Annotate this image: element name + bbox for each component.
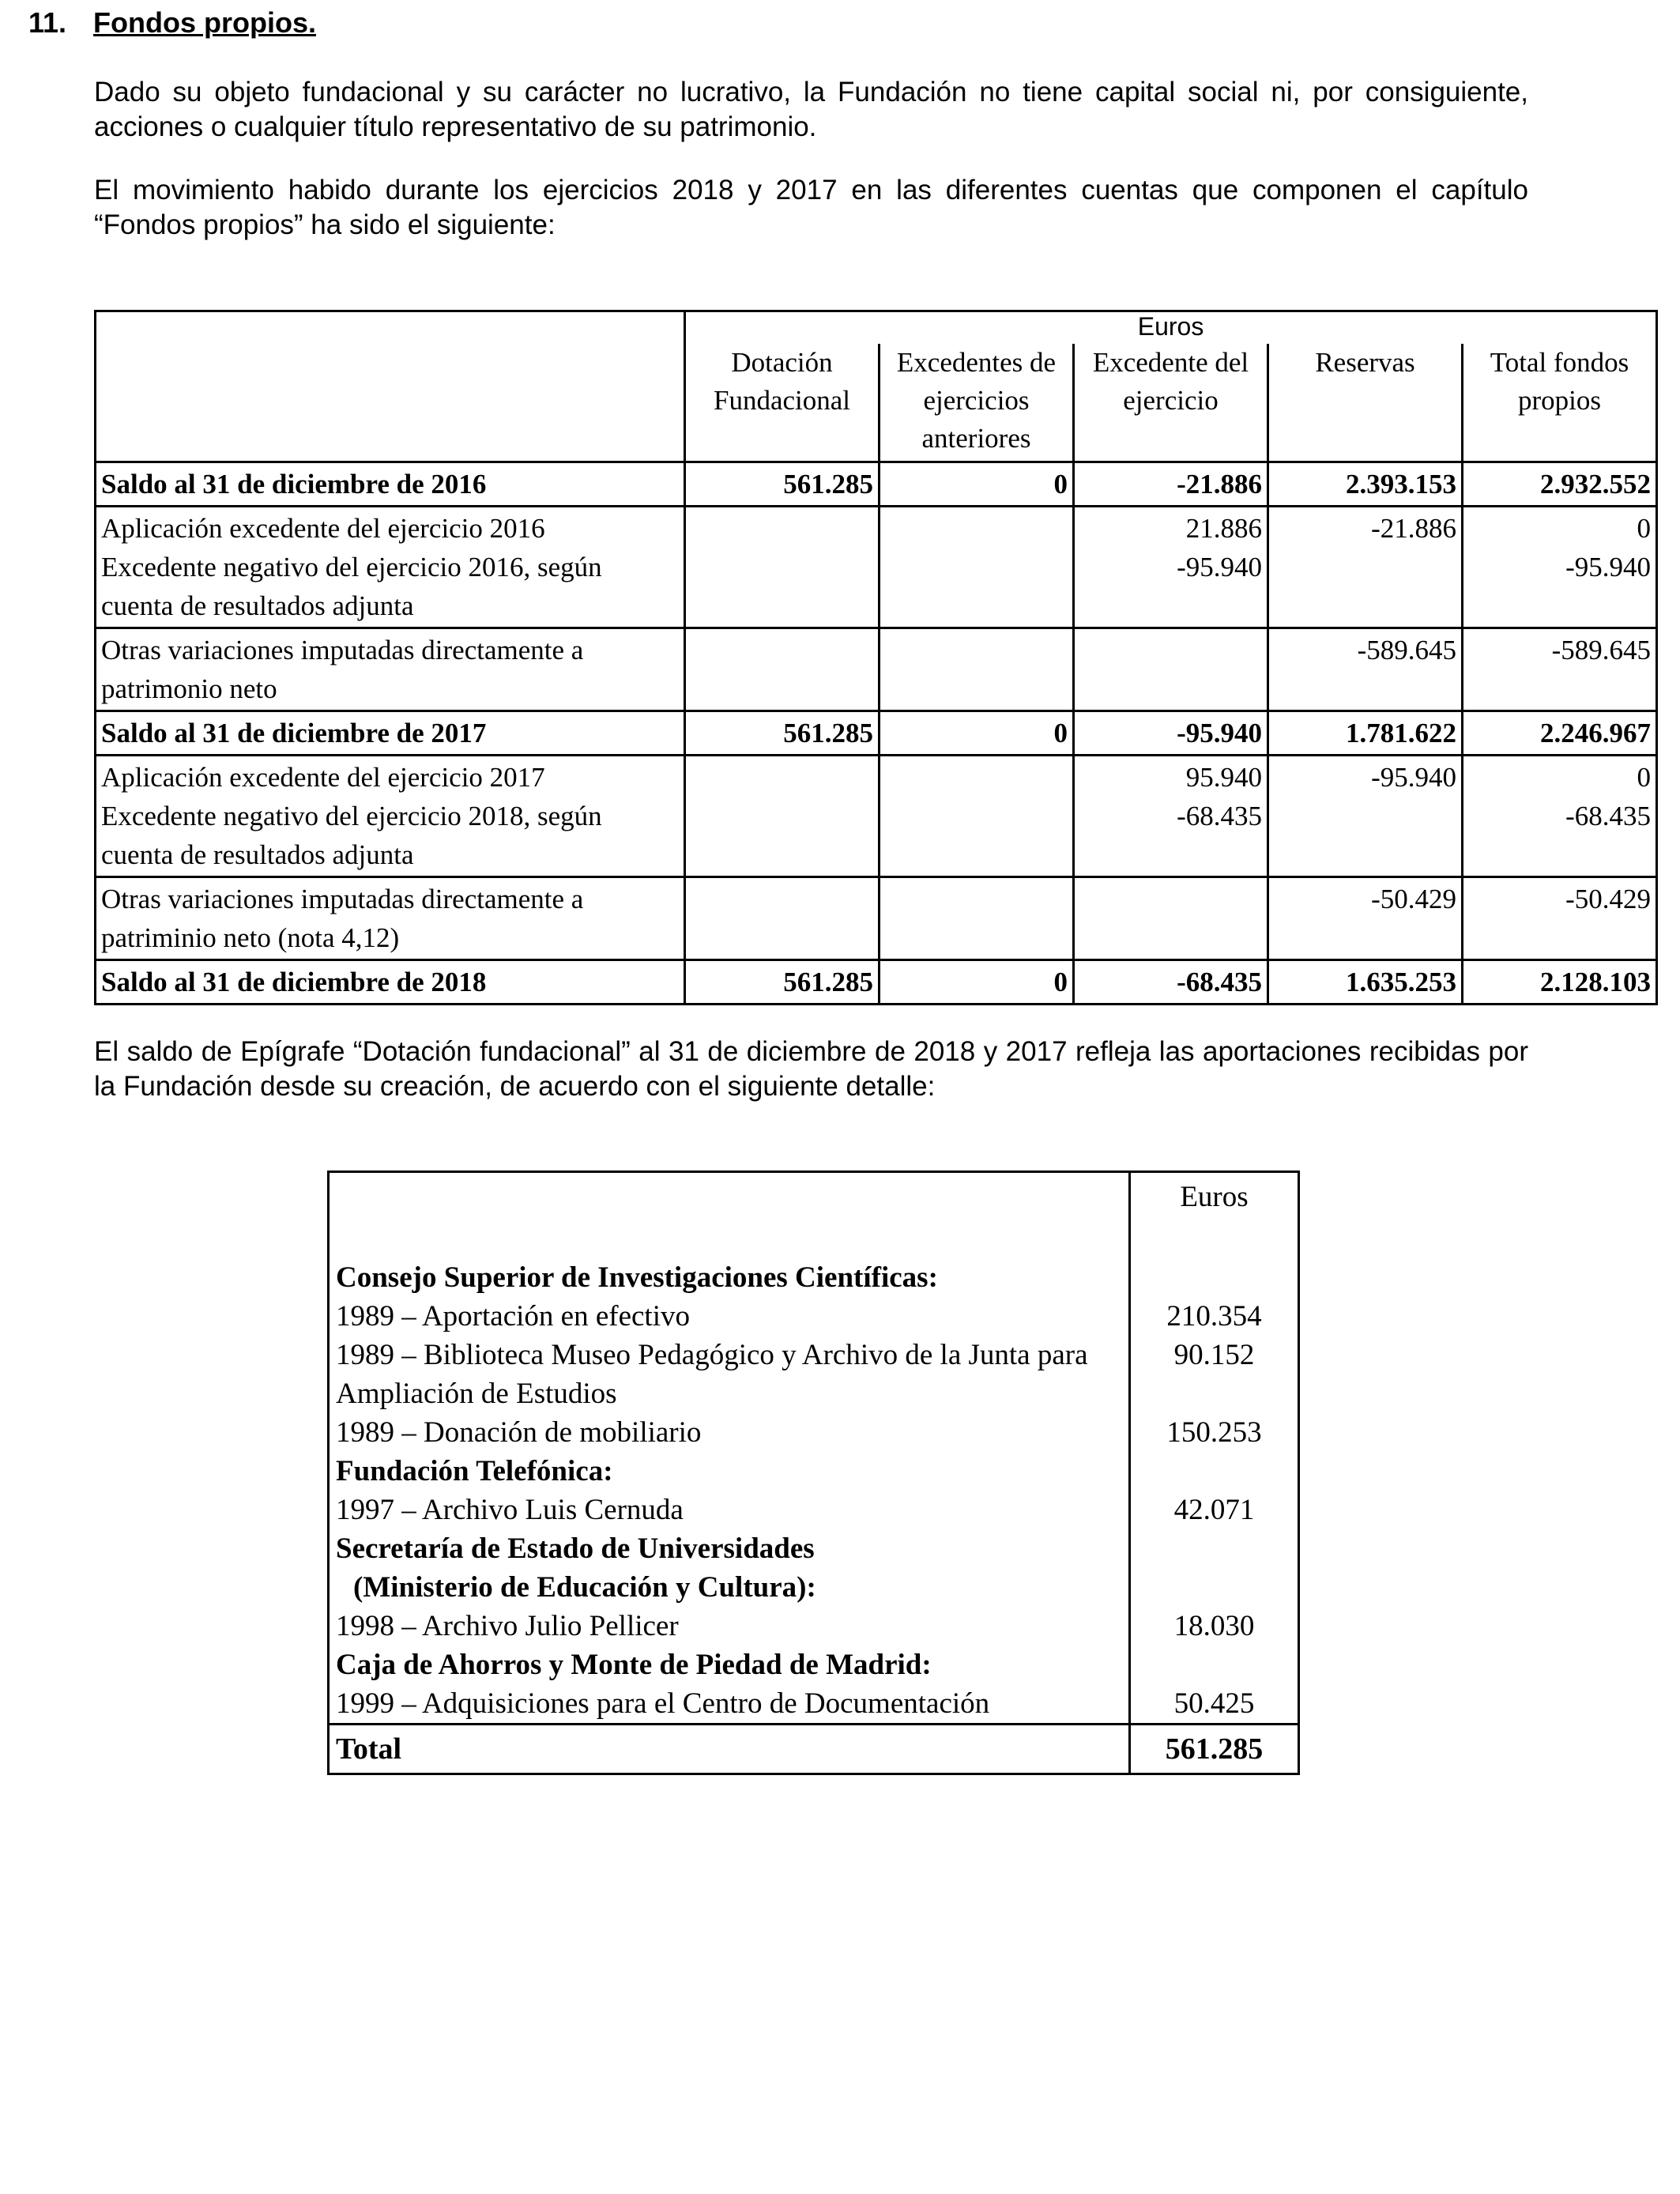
cell-value: 21.886 (1185, 513, 1262, 544)
list-item (329, 1413, 1299, 1452)
dotacion-paragraph: El saldo de Epígrafe “Dotación fundacional” al 31 de diciembre de 2018 y 2017 refleja las aportaciones recibidas por la Fundación desde su creación, de acuerdo con el siguiente detalle: (94, 1036, 1528, 1102)
group-header: Consejo Superior de Investigaciones Científicas: (329, 1258, 1130, 1297)
row-label: Otras variaciones imputadas directamente a patrimonio neto (96, 628, 685, 711)
cell-value: 561.285 (685, 462, 880, 507)
table-corner-cell (96, 311, 685, 462)
cell-value: -95.940 (1177, 552, 1262, 582)
cell-value: -50.429 (1268, 877, 1463, 960)
column-header: Excedente del ejercicio (1074, 344, 1268, 462)
cell-value: -95.940 (1565, 552, 1652, 582)
movement-paragraph: El movimiento habido durante los ejercicios 2018 y 2017 en las diferentes cuentas que componen el capítulo “Fondos propios” ha sido el siguiente: (94, 175, 1528, 240)
cell-value: -21.886 (1074, 462, 1268, 507)
total-label: Total (329, 1725, 1130, 1774)
item-value: 150.253 (1130, 1413, 1299, 1452)
section-number: 11. (28, 6, 67, 39)
cell-value: 2.393.153 (1268, 462, 1463, 507)
item-value: 42.071 (1130, 1491, 1299, 1529)
cell-value: -95.940 (1371, 762, 1456, 793)
item-value: 90.152 (1130, 1336, 1299, 1413)
row-label: Saldo al 31 de diciembre de 2016 (96, 462, 685, 507)
list-item (329, 1258, 1299, 1297)
column-header: Excedentes de ejercicios anteriores (880, 344, 1074, 462)
table-row (96, 507, 1657, 628)
section-title: Fondos propios. (93, 6, 316, 39)
table-row (96, 756, 1657, 877)
row-label: Saldo al 31 de diciembre de 2017 (96, 711, 685, 756)
dotacion-table (327, 1171, 1300, 1775)
item-label: 1989 – Biblioteca Museo Pedagógico y Archivo de la Junta para Ampliación de Estudios (329, 1336, 1130, 1413)
table-row (96, 462, 1657, 507)
item-label: 1998 – Archivo Julio Pellicer (329, 1607, 1130, 1646)
list-item (329, 1297, 1299, 1336)
table-corner-cell (329, 1172, 1130, 1259)
table-row (96, 711, 1657, 756)
cell-value: -95.940 (1074, 711, 1268, 756)
cell-value: 1.635.253 (1268, 960, 1463, 1005)
list-item (329, 1529, 1299, 1568)
total-value: 561.285 (1130, 1725, 1299, 1774)
row-label: Aplicación excedente del ejercicio 2017 (101, 762, 545, 793)
cell-value: 0 (880, 960, 1074, 1005)
item-label: 1999 – Adquisiciones para el Centro de Documentación (329, 1684, 1130, 1725)
cell-value: 1.781.622 (1268, 711, 1463, 756)
column-header: Total fondos propios (1463, 344, 1657, 462)
item-label: 1989 – Aportación en efectivo (329, 1297, 1130, 1336)
group-header: (Ministerio de Educación y Cultura): (329, 1568, 1130, 1607)
cell-value: 561.285 (685, 960, 880, 1005)
movement-table (94, 310, 1658, 1005)
currency-label: Euros (685, 311, 1657, 345)
cell-value: -68.435 (1177, 801, 1262, 831)
table-row (96, 877, 1657, 960)
row-label: Excedente negativo del ejercicio 2018, según cuenta de resultados adjunta (101, 801, 602, 870)
list-item (329, 1336, 1299, 1413)
cell-value: -589.645 (1268, 628, 1463, 711)
item-label: 1989 – Donación de mobiliario (329, 1413, 1130, 1452)
cell-value: 0 (880, 711, 1074, 756)
cell-value: 2.246.967 (1463, 711, 1657, 756)
cell-value: -68.435 (1565, 801, 1652, 831)
cell-value: 2.932.552 (1463, 462, 1657, 507)
intro-paragraph: Dado su objeto fundacional y su carácter no lucrativo, la Fundación no tiene capital social ni, por consiguiente, acciones o cualquier título representativo de su patrimonio. (94, 77, 1528, 142)
cell-value: -21.886 (1371, 513, 1456, 544)
item-value: 18.030 (1130, 1607, 1299, 1646)
cell-value: 0 (1637, 513, 1652, 544)
cell-value: -50.429 (1463, 877, 1657, 960)
group-header: Fundación Telefónica: (329, 1452, 1130, 1491)
cell-value: 561.285 (685, 711, 880, 756)
list-item (329, 1607, 1299, 1646)
cell-value: -68.435 (1074, 960, 1268, 1005)
group-header: Caja de Ahorros y Monte de Piedad de Madrid: (329, 1646, 1130, 1684)
cell-value: 2.128.103 (1463, 960, 1657, 1005)
list-item (329, 1452, 1299, 1491)
table-row (96, 960, 1657, 1005)
item-value: 50.425 (1130, 1684, 1299, 1725)
section-heading (28, 6, 316, 40)
list-item (329, 1568, 1299, 1607)
cell-value: -589.645 (1463, 628, 1657, 711)
item-value: 210.354 (1130, 1297, 1299, 1336)
group-header: Secretaría de Estado de Universidades (329, 1529, 1130, 1568)
column-header: Dotación Fundacional (685, 344, 880, 462)
cell-value: 0 (880, 462, 1074, 507)
list-item (329, 1491, 1299, 1529)
list-item (329, 1684, 1299, 1725)
cell-value: 0 (1637, 762, 1652, 793)
list-item (329, 1646, 1299, 1684)
currency-label: Euros (1130, 1172, 1299, 1259)
item-label: 1997 – Archivo Luis Cernuda (329, 1491, 1130, 1529)
row-label: Otras variaciones imputadas directamente a patriminio neto (nota 4,12) (96, 877, 685, 960)
row-label: Excedente negativo del ejercicio 2016, según cuenta de resultados adjunta (101, 552, 602, 621)
row-label: Aplicación excedente del ejercicio 2016 (101, 513, 545, 544)
column-header: Reservas (1268, 344, 1463, 462)
row-label: Saldo al 31 de diciembre de 2018 (96, 960, 685, 1005)
total-row (329, 1725, 1299, 1774)
table-row (96, 628, 1657, 711)
cell-value: 95.940 (1185, 762, 1262, 793)
